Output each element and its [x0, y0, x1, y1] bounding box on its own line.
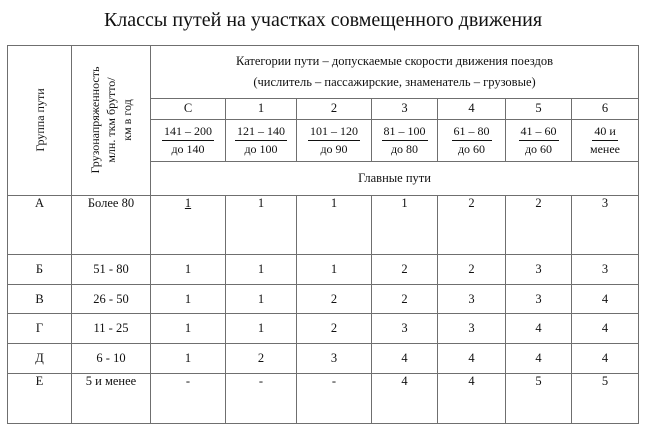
speed-fraction: [438, 123, 505, 158]
class-cell: 4: [572, 344, 639, 374]
class-cell: 1: [226, 195, 297, 254]
class-cell: 4: [572, 314, 639, 344]
category-speed: [438, 119, 506, 161]
main-tracks-label: Главные пути: [151, 161, 639, 195]
speed-fraction: [151, 123, 225, 158]
load-column-header: [72, 46, 151, 196]
class-cell: 2: [297, 314, 372, 344]
category-label: 3: [372, 99, 438, 119]
class-cell: 1: [151, 344, 226, 374]
table-row: [8, 254, 639, 284]
class-cell: 4: [438, 344, 506, 374]
table-body: [8, 195, 639, 423]
class-cell: 2: [226, 344, 297, 374]
load-cell: 26 - 50: [72, 284, 151, 314]
class-cell: 1: [297, 195, 372, 254]
load-column-line3: км в год: [120, 99, 134, 142]
class-cell: 1: [226, 284, 297, 314]
group-cell: Г: [8, 314, 72, 344]
class-cell: 3: [572, 254, 639, 284]
group-column-header: [8, 46, 72, 196]
speed-passenger: 40 и: [592, 123, 617, 141]
class-cell: -: [297, 373, 372, 423]
group-cell: Б: [8, 254, 72, 284]
class-cell: 3: [438, 314, 506, 344]
group-cell: А: [8, 195, 72, 254]
class-cell: 1: [151, 314, 226, 344]
category-label: 5: [506, 99, 572, 119]
load-cell: 5 и менее: [72, 373, 151, 423]
speed-passenger: 121 – 140: [235, 123, 287, 141]
speed-passenger: 141 – 200: [162, 123, 214, 141]
load-column-line1: Грузонапряженность: [88, 66, 102, 174]
table-row: [8, 314, 639, 344]
class-cell: -: [226, 373, 297, 423]
table-row: [8, 373, 639, 423]
speed-freight: менее: [590, 141, 621, 156]
load-cell: 11 - 25: [72, 314, 151, 344]
table-row: [8, 344, 639, 374]
speed-fraction: [226, 123, 296, 158]
class-cell: 4: [372, 344, 438, 374]
speed-passenger: 41 – 60: [519, 123, 559, 141]
page-title: Классы путей на участках совмещенного движения: [103, 9, 543, 31]
category-speed: [297, 119, 372, 161]
class-cell: 1: [151, 254, 226, 284]
table-row: [8, 195, 639, 254]
class-cell: 3: [506, 254, 572, 284]
category-label: 4: [438, 99, 506, 119]
class-cell: 1: [297, 254, 372, 284]
speed-freight: до 100: [244, 141, 278, 156]
categories-title-line2: (числитель – пассажирские, знаменатель – грузовые): [253, 75, 536, 90]
load-column-line2: млн. ткм брутто/: [104, 77, 118, 163]
class-cell: 1: [151, 284, 226, 314]
category-speed: [506, 119, 572, 161]
class-cell: 1: [226, 314, 297, 344]
track-classes-table: [7, 45, 639, 424]
speed-fraction: [297, 123, 371, 158]
group-cell: Е: [8, 373, 72, 423]
speed-passenger: 81 – 100: [382, 123, 428, 141]
speed-freight: до 60: [524, 141, 553, 156]
speed-freight: до 140: [171, 141, 205, 156]
speed-freight: до 80: [390, 141, 419, 156]
speed-freight: до 90: [320, 141, 348, 156]
category-label: 2: [297, 99, 372, 119]
class-cell: 2: [506, 195, 572, 254]
category-speed: [372, 119, 438, 161]
load-cell: 51 - 80: [72, 254, 151, 284]
class-cell: 1: [372, 195, 438, 254]
class-cell: 4: [438, 373, 506, 423]
class-cell: 3: [372, 314, 438, 344]
category-label: 1: [226, 99, 297, 119]
group-cell: В: [8, 284, 72, 314]
class-cell: 2: [372, 254, 438, 284]
group-column-label: Группа пути: [32, 88, 47, 152]
class-cell: 5: [506, 373, 572, 423]
class-cell: -: [151, 373, 226, 423]
class-cell: 4: [572, 284, 639, 314]
category-label: С: [151, 99, 226, 119]
speed-passenger: 61 – 80: [452, 123, 492, 141]
category-label: 6: [572, 99, 639, 119]
category-speed: [572, 119, 639, 161]
speed-passenger: 101 – 120: [308, 123, 360, 141]
load-cell: 6 - 10: [72, 344, 151, 374]
class-cell: 2: [438, 254, 506, 284]
class-cell: 3: [572, 195, 639, 254]
class-cell: 4: [372, 373, 438, 423]
class-cell: 2: [297, 284, 372, 314]
class-cell: 4: [506, 314, 572, 344]
load-column-label: [87, 67, 135, 174]
class-cell: 3: [438, 284, 506, 314]
categories-title-line1: Категории пути – допускаемые скорости движения поездов: [236, 54, 554, 69]
speed-fraction: [372, 123, 437, 158]
speed-fraction: [506, 123, 571, 158]
table-row: [8, 284, 639, 314]
class-cell: 2: [438, 195, 506, 254]
categories-title: [151, 46, 639, 99]
class-cell: 2: [372, 284, 438, 314]
class-cell: 1: [226, 254, 297, 284]
category-speed: [151, 119, 226, 161]
class-cell: 5: [572, 373, 639, 423]
load-cell: Более 80: [72, 195, 151, 254]
class-cell: 4: [506, 344, 572, 374]
speed-fraction: [572, 123, 638, 158]
group-cell: Д: [8, 344, 72, 374]
class-cell: 3: [297, 344, 372, 374]
category-speed: [226, 119, 297, 161]
class-cell: 1: [151, 195, 226, 254]
speed-freight: до 60: [457, 141, 486, 156]
class-cell: 3: [506, 284, 572, 314]
